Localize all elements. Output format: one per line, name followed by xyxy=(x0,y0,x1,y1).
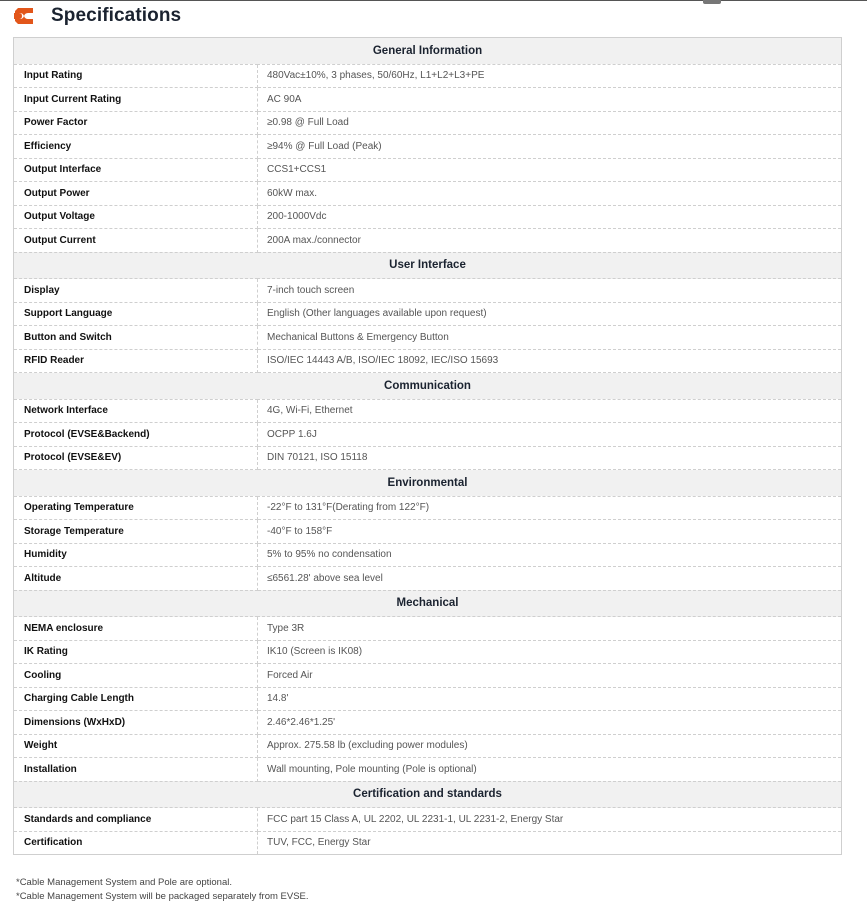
table-row xyxy=(14,158,842,182)
spec-value: 200-1000Vdc xyxy=(258,205,842,229)
spec-value: -22°F to 131°F(Derating from 122°F) xyxy=(258,496,842,520)
top-divider xyxy=(0,0,867,1)
spec-label: Storage Temperature xyxy=(14,520,258,544)
spec-value: Wall mounting, Pole mounting (Pole is optional) xyxy=(258,758,842,782)
spec-value: TUV, FCC, Energy Star xyxy=(258,831,842,855)
table-row xyxy=(14,135,842,159)
spec-label: Output Voltage xyxy=(14,205,258,229)
table-row xyxy=(14,758,842,782)
spec-label: IK Rating xyxy=(14,640,258,664)
section-title: Environmental xyxy=(14,470,842,497)
table-row xyxy=(14,687,842,711)
spec-value: 4G, Wi-Fi, Ethernet xyxy=(258,399,842,423)
section-title: Mechanical xyxy=(14,590,842,617)
section-header-row xyxy=(14,781,842,808)
table-row xyxy=(14,349,842,373)
table-row xyxy=(14,664,842,688)
spec-value: 200A max./connector xyxy=(258,229,842,253)
table-row xyxy=(14,423,842,447)
spec-label: Charging Cable Length xyxy=(14,687,258,711)
spec-value: IK10 (Screen is IK08) xyxy=(258,640,842,664)
section-header-row xyxy=(14,38,842,65)
spec-label: Display xyxy=(14,279,258,303)
section-title: User Interface xyxy=(14,252,842,279)
table-row xyxy=(14,711,842,735)
table-row xyxy=(14,111,842,135)
table-row xyxy=(14,64,842,88)
spec-value: English (Other languages available upon request) xyxy=(258,302,842,326)
spec-value: FCC part 15 Class A, UL 2202, UL 2231-1, UL 2231-2, Energy Star xyxy=(258,808,842,832)
spec-label: Weight xyxy=(14,734,258,758)
table-row xyxy=(14,543,842,567)
spec-value: DIN 70121, ISO 15118 xyxy=(258,446,842,470)
spec-label: Efficiency xyxy=(14,135,258,159)
spec-label: Cooling xyxy=(14,664,258,688)
table-row xyxy=(14,617,842,641)
table-row xyxy=(14,520,842,544)
table-row xyxy=(14,302,842,326)
spec-label: Power Factor xyxy=(14,111,258,135)
table-row xyxy=(14,831,842,855)
spec-value: ≥94% @ Full Load (Peak) xyxy=(258,135,842,159)
spec-label: Installation xyxy=(14,758,258,782)
top-tab-handle xyxy=(703,0,721,4)
spec-value: Approx. 275.58 lb (excluding power modules) xyxy=(258,734,842,758)
spec-value: 60kW max. xyxy=(258,182,842,206)
spec-label: Certification xyxy=(14,831,258,855)
spec-label: NEMA enclosure xyxy=(14,617,258,641)
spec-label: Standards and compliance xyxy=(14,808,258,832)
table-row xyxy=(14,399,842,423)
footnote: *Cable Management System and Pole are optional. xyxy=(16,877,232,888)
section-title: Communication xyxy=(14,373,842,400)
spec-value: Type 3R xyxy=(258,617,842,641)
table-row xyxy=(14,446,842,470)
brand-logo-icon xyxy=(14,8,34,24)
spec-value: ≥0.98 @ Full Load xyxy=(258,111,842,135)
spec-label: Protocol (EVSE&Backend) xyxy=(14,423,258,447)
spec-label: Output Power xyxy=(14,182,258,206)
spec-value: ISO/IEC 14443 A/B, ISO/IEC 18092, IEC/ISO 15693 xyxy=(258,349,842,373)
page-header xyxy=(14,4,181,28)
spec-value: 480Vac±10%, 3 phases, 50/60Hz, L1+L2+L3+PE xyxy=(258,64,842,88)
spec-value: 14.8' xyxy=(258,687,842,711)
section-header-row xyxy=(14,590,842,617)
section-header-row xyxy=(14,470,842,497)
section-title: Certification and standards xyxy=(14,781,842,808)
spec-label: Protocol (EVSE&EV) xyxy=(14,446,258,470)
table-row xyxy=(14,326,842,350)
spec-label: Network Interface xyxy=(14,399,258,423)
spec-label: Input Current Rating xyxy=(14,88,258,112)
footnote: *Cable Management System will be packaged separately from EVSE. xyxy=(16,891,309,902)
table-row xyxy=(14,496,842,520)
spec-value: 2.46*2.46*1.25' xyxy=(258,711,842,735)
spec-label: Humidity xyxy=(14,543,258,567)
spec-label: Support Language xyxy=(14,302,258,326)
table-row xyxy=(14,182,842,206)
spec-label: Output Current xyxy=(14,229,258,253)
spec-label: Altitude xyxy=(14,567,258,591)
specifications-table xyxy=(13,37,842,855)
page-title: Specifications xyxy=(51,5,182,26)
table-row xyxy=(14,279,842,303)
spec-value: CCS1+CCS1 xyxy=(258,158,842,182)
spec-label: RFID Reader xyxy=(14,349,258,373)
table-row xyxy=(14,567,842,591)
spec-value: Mechanical Buttons & Emergency Button xyxy=(258,326,842,350)
table-row xyxy=(14,734,842,758)
spec-value: ≤6561.28' above sea level xyxy=(258,567,842,591)
table-row xyxy=(14,205,842,229)
section-header-row xyxy=(14,252,842,279)
spec-value: 7-inch touch screen xyxy=(258,279,842,303)
spec-value: AC 90A xyxy=(258,88,842,112)
section-header-row xyxy=(14,373,842,400)
spec-value: OCPP 1.6J xyxy=(258,423,842,447)
spec-label: Operating Temperature xyxy=(14,496,258,520)
section-title: General Information xyxy=(14,38,842,65)
table-row xyxy=(14,808,842,832)
spec-label: Dimensions (WxHxD) xyxy=(14,711,258,735)
spec-value: Forced Air xyxy=(258,664,842,688)
table-row xyxy=(14,640,842,664)
spec-label: Button and Switch xyxy=(14,326,258,350)
spec-value: -40°F to 158°F xyxy=(258,520,842,544)
table-row xyxy=(14,229,842,253)
spec-label: Input Rating xyxy=(14,64,258,88)
table-row xyxy=(14,88,842,112)
spec-value: 5% to 95% no condensation xyxy=(258,543,842,567)
spec-label: Output Interface xyxy=(14,158,258,182)
